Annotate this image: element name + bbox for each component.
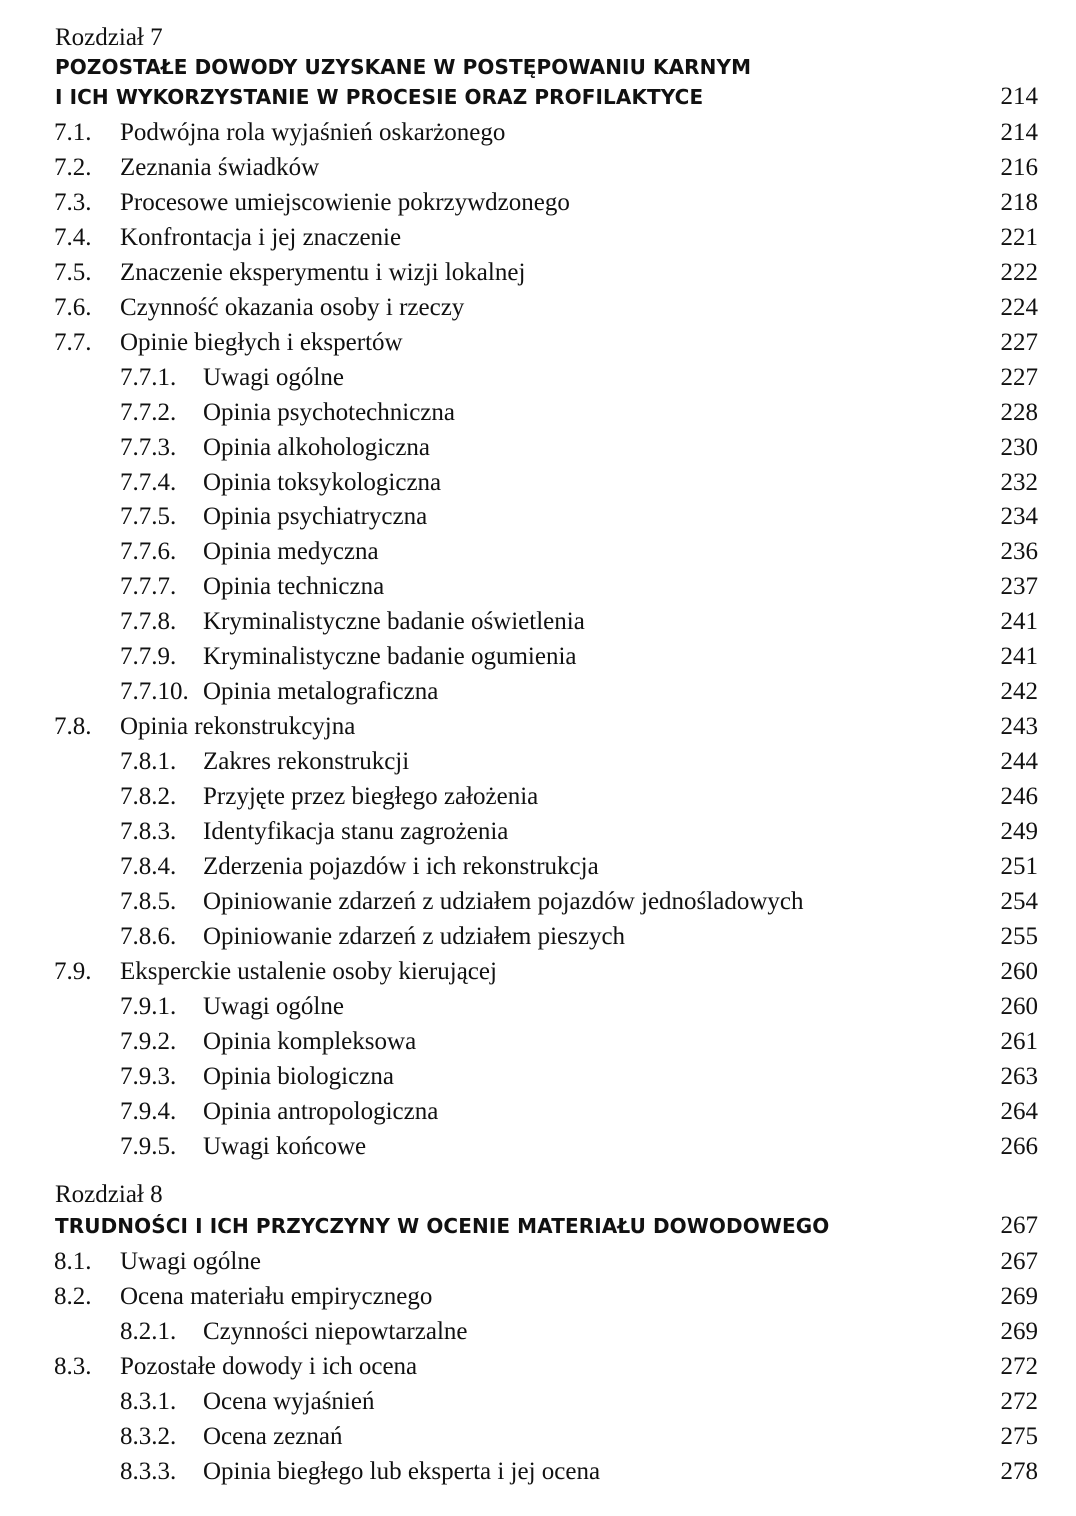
page-number: 221 bbox=[1000, 223, 1038, 251]
section-number: 7.4. bbox=[54, 223, 92, 251]
section-number: 7.7.3. bbox=[120, 433, 177, 461]
section-number: 7.8.2. bbox=[120, 783, 177, 811]
chapter-page-number: 267 bbox=[1000, 1212, 1038, 1239]
page-number: 260 bbox=[1000, 992, 1038, 1020]
section-title: Opinia alkohologiczna bbox=[203, 433, 431, 461]
toc-entry bbox=[0, 814, 1076, 849]
toc-entry bbox=[0, 569, 1076, 604]
page-number: 237 bbox=[1000, 573, 1038, 601]
section-number: 7.3. bbox=[54, 188, 92, 216]
section-number: 7.7.2. bbox=[120, 398, 177, 426]
section-number: 7.7.8. bbox=[120, 608, 177, 636]
section-title: Ocena zeznań bbox=[203, 1423, 343, 1450]
toc-entry bbox=[0, 360, 1076, 395]
chapter-label: Rozdział 8 bbox=[55, 1181, 163, 1208]
section-title: Procesowe umiejscowienie pokrzywdzonego bbox=[120, 188, 570, 216]
page-number: 228 bbox=[1000, 398, 1038, 426]
section-number: 7.7.4. bbox=[120, 468, 177, 496]
section-number: 7.9.5. bbox=[120, 1132, 177, 1160]
page-number: 267 bbox=[1000, 1248, 1038, 1275]
toc-entry bbox=[0, 1024, 1076, 1059]
page-number: 269 bbox=[1000, 1283, 1038, 1310]
section-number: 7.7.5. bbox=[120, 503, 177, 531]
toc-entry bbox=[0, 954, 1076, 989]
page-number: 214 bbox=[1000, 119, 1038, 146]
section-title: Uwagi końcowe bbox=[203, 1132, 367, 1160]
toc-entry bbox=[0, 1349, 1076, 1384]
toc-entry bbox=[0, 884, 1076, 919]
section-number: 7.7.9. bbox=[120, 643, 177, 671]
page-number: 264 bbox=[1000, 1097, 1038, 1125]
section-title: Opinia psychiatryczna bbox=[203, 503, 428, 531]
toc-entry bbox=[0, 849, 1076, 884]
toc-entry bbox=[0, 1314, 1076, 1349]
toc-entry bbox=[0, 1244, 1076, 1279]
page-number: 234 bbox=[1000, 503, 1038, 531]
section-title: Zeznania świadków bbox=[120, 153, 320, 181]
page-number: 251 bbox=[1000, 852, 1038, 880]
toc-entry bbox=[0, 779, 1076, 814]
section-title: Kryminalistyczne badanie ogumienia bbox=[203, 643, 577, 671]
chapter-title-line-2: I ICH WYKORZYSTANIE W PROCESIE ORAZ PROFILAKTYCE bbox=[55, 85, 704, 109]
section-number: 7.8.6. bbox=[120, 922, 177, 950]
section-number: 7.6. bbox=[54, 293, 92, 321]
toc-entry bbox=[0, 919, 1076, 954]
section-title: Uwagi ogólne bbox=[203, 992, 344, 1020]
section-title: Opinia rekonstrukcyjna bbox=[120, 713, 356, 741]
page-number: 275 bbox=[1000, 1423, 1038, 1450]
page-number: 224 bbox=[1000, 293, 1038, 321]
section-number: 8.2. bbox=[54, 1283, 92, 1310]
section-number: 8.1. bbox=[54, 1248, 92, 1275]
section-number: 8.2.1. bbox=[120, 1318, 177, 1345]
section-title: Opinia medyczna bbox=[203, 538, 379, 566]
page-number: 272 bbox=[1000, 1353, 1038, 1380]
section-number: 7.8.3. bbox=[120, 818, 177, 845]
toc-entry bbox=[0, 1279, 1076, 1314]
toc-entry bbox=[0, 1129, 1076, 1164]
page-number: 261 bbox=[1000, 1027, 1038, 1055]
section-number: 7.7.6. bbox=[120, 538, 177, 566]
section-number: 7.9.3. bbox=[120, 1062, 177, 1090]
section-title: Opinia metalograficzna bbox=[203, 678, 439, 706]
page-number: 246 bbox=[1000, 783, 1038, 811]
toc-entry bbox=[0, 499, 1076, 534]
section-title: Opiniowanie zdarzeń z udziałem pojazdów jednośladowych bbox=[203, 887, 804, 915]
toc-entry bbox=[0, 1419, 1076, 1454]
section-title: Opinia psychotechniczna bbox=[203, 398, 455, 426]
toc-entry bbox=[0, 150, 1076, 185]
section-number: 7.7. bbox=[54, 328, 92, 356]
section-number: 7.9.2. bbox=[120, 1027, 177, 1055]
page-number: 255 bbox=[1000, 922, 1038, 950]
page-number: 272 bbox=[1000, 1388, 1038, 1415]
page-number: 227 bbox=[1000, 328, 1038, 356]
page-number: 249 bbox=[1000, 818, 1038, 845]
section-title: Zderzenia pojazdów i ich rekonstrukcja bbox=[203, 852, 599, 880]
toc-entry bbox=[0, 395, 1076, 430]
section-title: Opinia kompleksowa bbox=[203, 1027, 417, 1055]
section-number: 7.7.1. bbox=[120, 363, 177, 391]
section-title: Uwagi ogólne bbox=[203, 363, 344, 391]
page-number: 260 bbox=[1000, 957, 1038, 985]
section-number: 7.8.4. bbox=[120, 852, 177, 880]
toc-entry bbox=[0, 185, 1076, 220]
page-number: 230 bbox=[1000, 433, 1038, 461]
toc-entry bbox=[0, 1384, 1076, 1419]
section-number: 8.3.2. bbox=[120, 1423, 177, 1450]
page-number: 269 bbox=[1000, 1318, 1038, 1345]
page-number: 241 bbox=[1000, 608, 1038, 636]
toc-entry bbox=[0, 1059, 1076, 1094]
toc-entry bbox=[0, 1454, 1076, 1489]
section-title: Ocena materiału empirycznego bbox=[120, 1283, 433, 1310]
page-number: 227 bbox=[1000, 363, 1038, 391]
chapter-page-number: 214 bbox=[1000, 83, 1038, 110]
section-number: 7.2. bbox=[54, 153, 92, 181]
section-number: 7.9.4. bbox=[120, 1097, 177, 1125]
chapter-label: Rozdział 7 bbox=[55, 24, 163, 51]
section-title: Zakres rekonstrukcji bbox=[203, 748, 410, 776]
section-title: Opinia techniczna bbox=[203, 573, 385, 601]
section-number: 7.9. bbox=[54, 957, 92, 985]
section-number: 7.1. bbox=[54, 119, 92, 146]
page-number: 242 bbox=[1000, 678, 1038, 706]
section-title: Identyfikacja stanu zagrożenia bbox=[203, 818, 509, 845]
page-number: 241 bbox=[1000, 643, 1038, 671]
toc-entry bbox=[0, 290, 1076, 325]
page-number: 236 bbox=[1000, 538, 1038, 566]
section-title: Pozostałe dowody i ich ocena bbox=[120, 1353, 418, 1380]
page-number: 278 bbox=[1000, 1458, 1038, 1485]
section-number: 7.9.1. bbox=[120, 992, 177, 1020]
section-number: 7.8. bbox=[54, 713, 92, 741]
toc-entry bbox=[0, 220, 1076, 255]
section-number: 7.7.7. bbox=[120, 573, 177, 601]
toc-entry bbox=[0, 744, 1076, 779]
toc-entry bbox=[0, 465, 1076, 500]
section-title: Znaczenie eksperymentu i wizji lokalnej bbox=[120, 258, 526, 286]
section-number: 7.8.1. bbox=[120, 748, 177, 776]
section-title: Czynność okazania osoby i rzeczy bbox=[120, 293, 465, 321]
toc-entry bbox=[0, 325, 1076, 360]
section-number: 8.3.3. bbox=[120, 1458, 177, 1485]
page-number: 243 bbox=[1000, 713, 1038, 741]
toc-entry bbox=[0, 674, 1076, 709]
section-number: 7.7.10. bbox=[120, 678, 189, 706]
section-title: Czynności niepowtarzalne bbox=[203, 1318, 468, 1345]
page-number: 254 bbox=[1000, 887, 1038, 915]
toc-entry bbox=[0, 534, 1076, 569]
section-number: 7.8.5. bbox=[120, 887, 177, 915]
page-number: 218 bbox=[1000, 188, 1038, 216]
toc-entry bbox=[0, 709, 1076, 744]
section-number: 8.3. bbox=[54, 1353, 92, 1380]
section-title: Ocena wyjaśnień bbox=[203, 1388, 375, 1415]
toc-entry bbox=[0, 430, 1076, 465]
chapter-title-line-1: TRUDNOŚCI I ICH PRZYCZYNY W OCENIE MATERIAŁU DOWODOWEGO bbox=[55, 1214, 830, 1238]
section-title: Przyjęte przez biegłego założenia bbox=[203, 783, 539, 811]
toc-entry bbox=[0, 115, 1076, 150]
chapter-title-line-1: POZOSTAŁE DOWODY UZYSKANE W POSTĘPOWANIU KARNYM bbox=[55, 55, 752, 79]
toc-entry bbox=[0, 1094, 1076, 1129]
page-number: 222 bbox=[1000, 258, 1038, 286]
section-title: Opinia toksykologiczna bbox=[203, 468, 442, 496]
page-number: 266 bbox=[1000, 1132, 1038, 1160]
page-number: 244 bbox=[1000, 748, 1038, 776]
toc-entry bbox=[0, 255, 1076, 290]
section-number: 8.3.1. bbox=[120, 1388, 177, 1415]
toc-entry bbox=[0, 604, 1076, 639]
section-title: Kryminalistyczne badanie oświetlenia bbox=[203, 608, 585, 636]
section-title: Eksperckie ustalenie osoby kierującej bbox=[120, 957, 497, 985]
section-title: Opinia biegłego lub eksperta i jej ocena bbox=[203, 1458, 601, 1485]
section-title: Opiniowanie zdarzeń z udziałem pieszych bbox=[203, 922, 626, 950]
section-title: Opinia antropologiczna bbox=[203, 1097, 439, 1125]
page-number: 263 bbox=[1000, 1062, 1038, 1090]
page-number: 232 bbox=[1000, 468, 1038, 496]
section-number: 7.5. bbox=[54, 258, 92, 286]
section-title: Uwagi ogólne bbox=[120, 1248, 261, 1275]
section-title: Podwójna rola wyjaśnień oskarżonego bbox=[120, 119, 506, 146]
section-title: Opinia biologiczna bbox=[203, 1062, 394, 1090]
section-title: Konfrontacja i jej znaczenie bbox=[120, 223, 402, 251]
toc-entry bbox=[0, 639, 1076, 674]
section-title: Opinie biegłych i ekspertów bbox=[120, 328, 403, 356]
toc-entry bbox=[0, 989, 1076, 1024]
page-number: 216 bbox=[1000, 153, 1038, 181]
